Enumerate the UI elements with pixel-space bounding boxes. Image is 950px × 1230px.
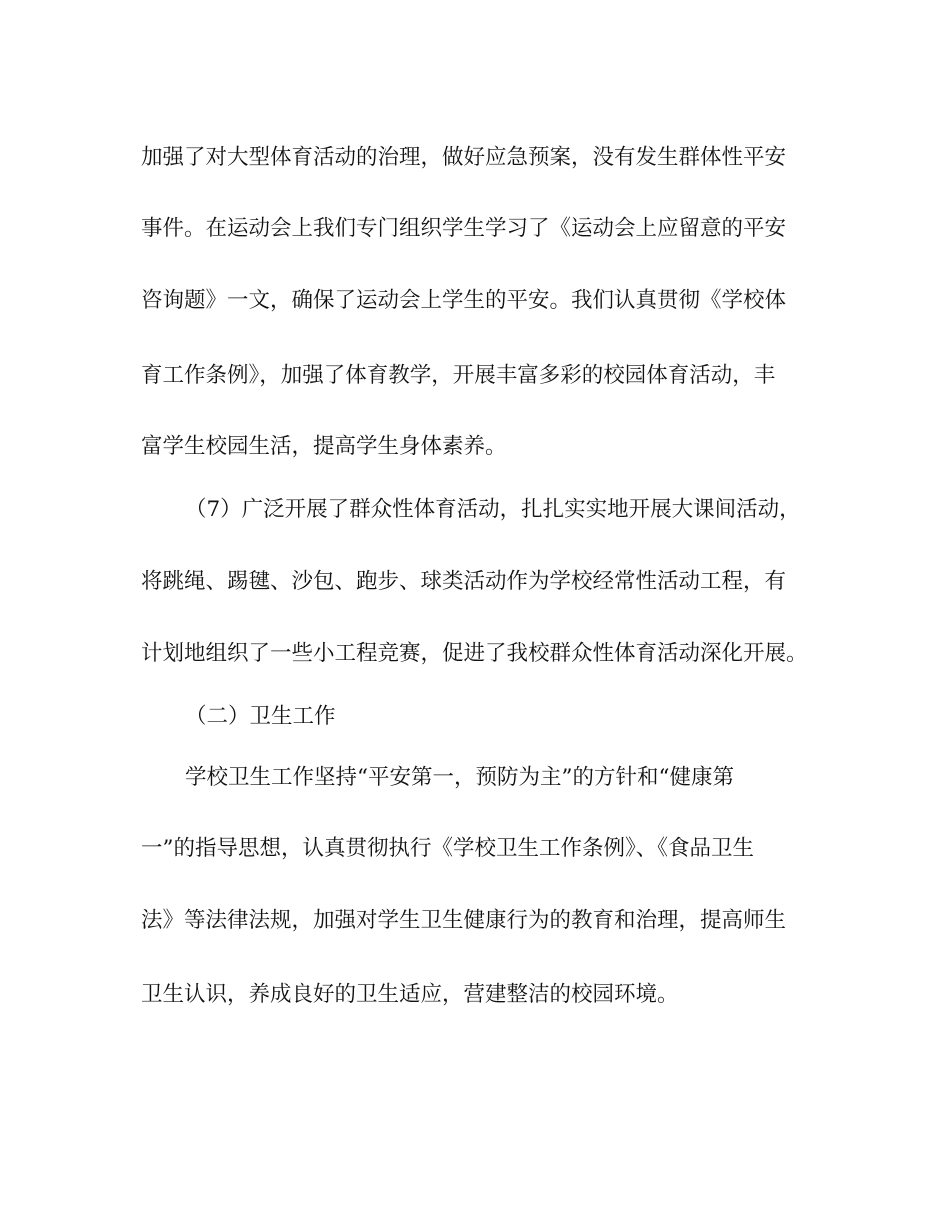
text-line: 计划地组织了一些小工程竞赛，促进了我校群众性体育活动深化开展。 — [141, 641, 808, 666]
text-line: 法》等法律法规，加强对学生卫生健康行为的教育和治理，提高师生 — [141, 908, 787, 933]
paragraph-start-line: 学校卫生工作坚持“平安第一，预防为主”的方针和“健康第 — [185, 765, 734, 790]
text-line: 一”的指导思想，认真贯彻执行《学校卫生工作条例》、《食品卫生 — [141, 836, 754, 861]
section-heading: （二）卫生工作 — [185, 704, 336, 729]
text-line: 育工作条例》，加强了体育教学，开展丰富多彩的校园体育活动，丰 — [141, 363, 776, 388]
text-line: 卫生认识，养成良好的卫生适应，营建整洁的校园环境。 — [141, 982, 679, 1007]
text-line: 加强了对大型体育活动的治理，做好应急预案，没有发生群体性平安 — [141, 145, 787, 170]
text-line: 咨询题》一文，确保了运动会上学生的平安。我们认真贯彻《学校体 — [141, 288, 787, 313]
paragraph-start-line: （7）广泛开展了群众性体育活动，扎扎实实地开展大课间活动， — [185, 497, 801, 522]
text-line: 将跳绳、踢毽、沙包、跑步、球类活动作为学校经常性活动工程，有 — [141, 569, 787, 594]
text-line: 富学生校园生活，提高学生身体素养。 — [141, 434, 507, 459]
text-line: 事件。在运动会上我们专门组织学生学习了《运动会上应留意的平安 — [141, 216, 787, 241]
